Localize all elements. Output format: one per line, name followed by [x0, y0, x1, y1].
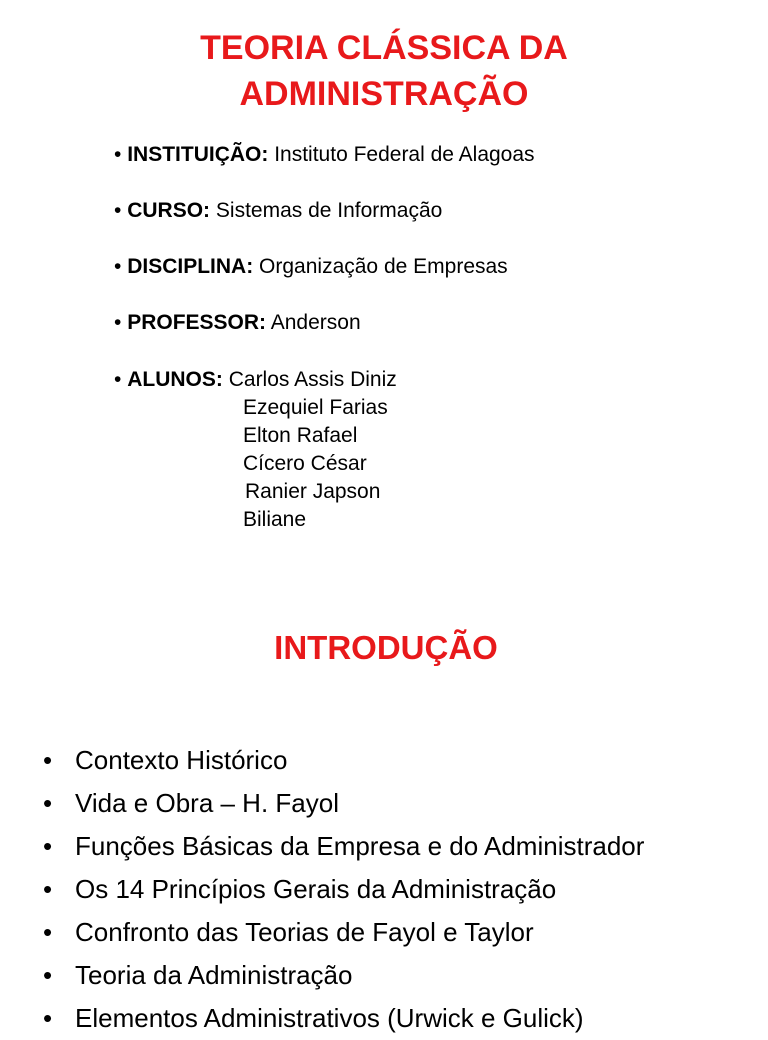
bullet: •	[114, 311, 122, 334]
students-line	[114, 366, 397, 394]
topic-text: Funções Básicas da Empresa e do Administrador	[75, 831, 645, 861]
topic-text: Teoria da Administração	[75, 960, 353, 990]
bullet: •	[43, 831, 53, 861]
professor-label: PROFESSOR:	[127, 311, 267, 334]
professor-value: Anderson	[270, 311, 361, 334]
bullet: •	[43, 917, 53, 947]
student-name: Carlos Assis Diniz	[228, 368, 397, 391]
student-name: Biliane	[243, 508, 307, 531]
course-label: CURSO:	[127, 199, 211, 222]
topic-text: Contexto Histórico	[75, 745, 288, 775]
student-name: Ezequiel Farias	[243, 396, 388, 419]
introduction-heading: INTRODUÇÃO	[274, 629, 498, 666]
students-label: ALUNOS:	[127, 368, 223, 391]
bullet: •	[114, 199, 122, 222]
bullet: •	[114, 368, 122, 391]
discipline-label: DISCIPLINA:	[127, 255, 254, 278]
topic-text: Confronto das Teorias de Fayol e Taylor	[75, 917, 534, 947]
bullet: •	[43, 874, 53, 904]
document-title-line-2: ADMINISTRAÇÃO	[239, 75, 529, 113]
topic-text: Elementos Administrativos (Urwick e Gulick)	[75, 1003, 584, 1033]
topic-text: Os 14 Princípios Gerais da Administração	[75, 874, 557, 904]
discipline-value: Organização de Empresas	[259, 255, 508, 278]
course-line	[114, 197, 442, 225]
student-name: Cícero César	[243, 452, 367, 475]
topic-text: Vida e Obra – H. Fayol	[75, 788, 339, 818]
bullet: •	[43, 960, 53, 990]
document-title-line-1: TEORIA CLÁSSICA DA	[200, 29, 568, 67]
discipline-line	[114, 253, 508, 281]
institution-label: INSTITUIÇÃO:	[127, 143, 269, 166]
institution-line	[114, 141, 535, 169]
student-name: Ranier Japson	[245, 480, 381, 503]
student-name: Elton Rafael	[243, 424, 358, 447]
bullet: •	[114, 143, 122, 166]
course-value: Sistemas de Informação	[215, 199, 443, 222]
bullet: •	[43, 1003, 53, 1033]
bullet: •	[43, 745, 53, 775]
professor-line	[114, 309, 361, 337]
institution-value: Instituto Federal de Alagoas	[274, 143, 535, 166]
bullet: •	[43, 788, 53, 818]
bullet: •	[114, 255, 122, 278]
